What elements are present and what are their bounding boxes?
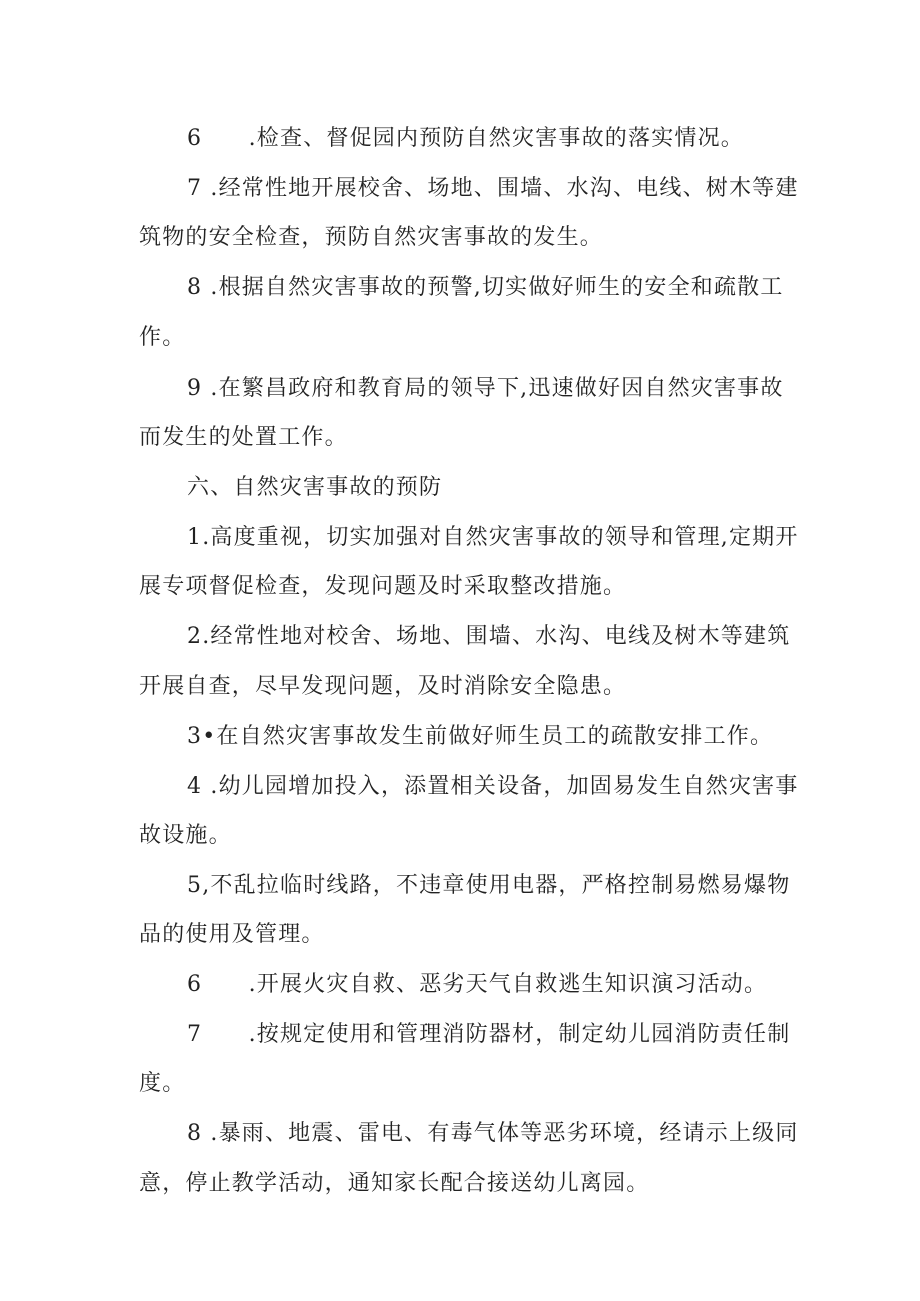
text-line: 5,不乱拉临时线路，不违章使用电器，严格控制易燃易爆物 bbox=[187, 873, 791, 898]
text-line: 故设施。 bbox=[139, 823, 232, 848]
text-line: 1.高度重视，切实加强对自然灾害事故的领导和管理,定期开 bbox=[187, 525, 799, 550]
text-line: 展专项督促检查，发现问题及时采取整改措施。 bbox=[139, 574, 627, 599]
text-line: 而发生的处置工作。 bbox=[139, 425, 348, 450]
section-heading: 六、自然灾害事故的预防 bbox=[187, 475, 443, 500]
text-line: 8 .暴雨、地震、雷电、有毒气体等恶劣环境，经请示上级同 bbox=[187, 1121, 799, 1146]
text-line: 6 .检查、督促园内预防自然灾害事故的落实情况。 bbox=[187, 126, 744, 151]
text-line: 作。 bbox=[139, 325, 186, 350]
text-line: 度。 bbox=[139, 1071, 186, 1096]
text-line: 7 .按规定使用和管理消防器材，制定幼儿园消防责任制 bbox=[187, 1022, 791, 1047]
text-line: 9 .在繁昌政府和教育局的领导下,迅速做好因自然灾害事故 bbox=[187, 376, 784, 401]
text-line: 4 .幼儿园增加投入，添置相关设备，加固易发生自然灾害事 bbox=[187, 774, 799, 799]
text-line: 筑物的安全检查，预防自然灾害事故的发生。 bbox=[139, 225, 604, 250]
text-line: 开展自查，尽早发现问题，及时消除安全隐患。 bbox=[139, 674, 627, 699]
text-line: 6 .开展火灾自救、恶劣天气自救逃生知识演习活动。 bbox=[187, 972, 768, 997]
text-line: 8 .根据自然灾害事故的预警,切实做好师生的安全和疏散工 bbox=[187, 275, 784, 300]
text-line: 3•在自然灾害事故发生前做好师生员工的疏散安排工作。 bbox=[187, 724, 774, 749]
text-line: 品的使用及管理。 bbox=[139, 922, 325, 947]
text-line: 7 .经常性地开展校舍、场地、围墙、水沟、电线、树木等建 bbox=[187, 176, 799, 201]
text-line: 2.经常性地对校舍、场地、围墙、水沟、电线及树木等建筑 bbox=[187, 624, 791, 649]
text-line: 意，停止教学活动，通知家长配合接送幼儿离园。 bbox=[139, 1171, 650, 1196]
